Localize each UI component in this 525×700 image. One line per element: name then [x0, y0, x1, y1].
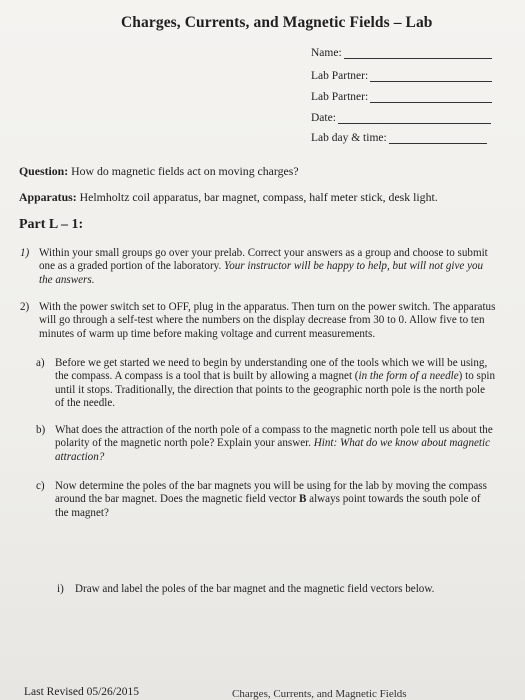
sub-item-text-1: Before we get started we need to begin by understanding one of the tools which we will be using, the compass. A compass is a tool that is built by allowing a magnet ( — [55, 357, 488, 383]
sub-item-i — [57, 583, 507, 596]
apparatus-text: Helmholtz coil apparatus, bar magnet, compass, half meter stick, desk light. — [76, 190, 438, 204]
lab-partner-label-1: Lab Partner: — [311, 70, 369, 82]
date-label: Date: — [311, 112, 336, 124]
item-text: With the power switch set to OFF, plug in the apparatus. Then turn on the power switch. The apparatus will go through a self-test where the numbers on the display decrease from 30 to 0. Allow five to ten minutes of warm up time before making voltage and current measurements. — [39, 301, 496, 340]
sub-item-label: a) — [36, 357, 45, 369]
name-field — [311, 47, 492, 59]
footer-revised-date: Last Revised 05/26/2015 — [24, 686, 139, 698]
sub-item-text-1: Now determine the poles of the bar magnets you will be using for the lab by moving the compass around the bar magnet. Does the magnetic field vector — [55, 480, 487, 506]
sub-item-text — [55, 480, 496, 520]
name-line — [344, 47, 492, 59]
footer-title: Charges, Currents, and Magnetic Fields — [232, 688, 407, 700]
apparatus-label: Apparatus: — [19, 190, 77, 204]
sub-item-text — [55, 357, 496, 411]
sub-item-italic: Hint: What do we know about magnetic attraction? — [55, 437, 491, 463]
apparatus — [19, 190, 438, 205]
name-label: Name: — [311, 47, 342, 59]
lab-partner-field-2 — [311, 91, 492, 103]
sub-item-a — [36, 357, 496, 411]
sub-item-text-2: ) to spin until it stops. Traditionally, the direction that points to the geographic north pole is the north pole of the needle. — [55, 370, 496, 410]
question-label: Question: — [19, 164, 69, 178]
question-text: How do magnetic fields act on moving charges? — [68, 164, 299, 178]
sub-item-text: Draw and label the poles of the bar magnet and the magnetic field vectors below. — [75, 583, 435, 595]
sub-item-c — [36, 480, 496, 520]
sub-item-label: i) — [57, 583, 64, 595]
item-text-italic: Your instructor will be happy to help, but will not give you the answers. — [39, 260, 484, 286]
lab-partner-line-2 — [370, 91, 492, 103]
lab-partner-label-2: Lab Partner: — [311, 91, 369, 103]
date-line — [338, 112, 491, 124]
sub-item-bold: B — [298, 493, 307, 506]
date-field — [311, 112, 491, 124]
lab-partner-field-1 — [311, 70, 492, 82]
lab-day-time-field — [311, 132, 487, 144]
item-number: 2) — [20, 301, 30, 313]
question — [19, 164, 299, 179]
item-text — [39, 247, 498, 287]
item-text-plain: Within your small groups go over your prelab. Correct your answers as a group and choose to submit one as a graded portion of the laboratory. — [39, 247, 488, 273]
sub-item-italic: in the form of a needle — [358, 370, 459, 383]
sub-item-label: b) — [36, 424, 46, 436]
sub-item-label: c) — [36, 480, 45, 492]
part-heading: Part L – 1: — [19, 217, 84, 232]
lab-partner-line-1 — [370, 70, 492, 82]
sub-item-b — [36, 424, 496, 464]
page-title: Charges, Currents, and Magnetic Fields – Lab — [121, 14, 433, 31]
lab-day-time-line — [389, 132, 487, 144]
item-number: 1) — [20, 247, 30, 259]
sub-item-text-1: What does the attraction of the north pole of a compass to the magnetic north pole tell us about the polarity of the magnetic north pole? Explain your answer. — [55, 424, 493, 450]
lab-day-time-label: Lab day & time: — [311, 132, 387, 144]
list-item-2 — [20, 301, 498, 341]
sub-item-text-2: always point towards the south pole of the magnet? — [55, 493, 481, 519]
list-item-1 — [20, 247, 498, 287]
sub-item-text — [55, 424, 496, 464]
